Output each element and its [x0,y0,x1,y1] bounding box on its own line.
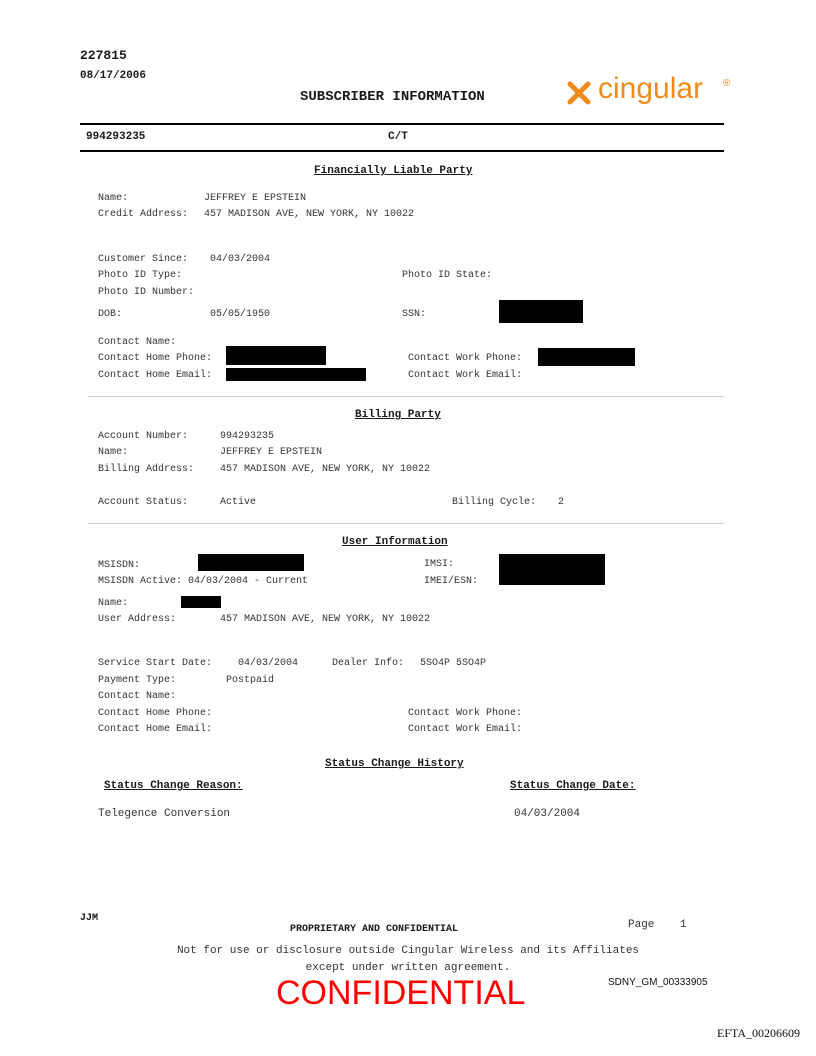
billing-name-label: Name: [98,447,129,458]
divider-billing [88,396,724,397]
footer-page-label: Page [628,919,655,931]
confidential-stamp: CONFIDENTIAL [276,974,526,1012]
user-payment-type-value: Postpaid [226,675,275,686]
header-rule-bottom [80,150,724,152]
user-address-value: 457 MADISON AVE, NEW YORK, NY 10022 [220,614,431,625]
user-address-label: User Address: [98,614,177,625]
fl-name-label: Name: [98,193,129,204]
account-bar-number: 994293235 [86,131,146,143]
bates-number: SDNY_GM_00333905 [608,977,708,988]
section-heading-billing: Billing Party [355,409,441,421]
fl-dob-label: DOB: [98,309,123,320]
status-row-reason: Telegence Conversion [98,808,231,820]
document-date: 08/17/2006 [80,70,147,82]
redaction-work-phone [538,348,635,366]
page-title: SUBSCRIBER INFORMATION [300,89,485,105]
user-payment-type-label: Payment Type: [98,675,177,686]
fl-credit-address-value: 457 MADISON AVE, NEW YORK, NY 10022 [204,209,415,220]
fl-photo-id-state-label: Photo ID State: [402,270,493,281]
fl-credit-address-label: Credit Address: [98,209,189,220]
efta-number: EFTA_00206609 [717,1026,801,1040]
user-contact-name-label: Contact Name: [98,691,177,702]
divider-user-info [88,523,724,524]
redaction-home-phone [226,346,326,365]
footer-page-number: 1 [680,919,687,931]
fl-contact-name-label: Contact Name: [98,337,177,348]
billing-address-label: Billing Address: [98,464,195,475]
user-service-start-label: Service Start Date: [98,658,213,669]
billing-account-number-label: Account Number: [98,431,189,442]
billing-name-value: JEFFREY E EPSTEIN [220,447,323,458]
user-service-start-value: 04/03/2004 [238,658,299,669]
user-msisdn-label: MSISDN: [98,560,141,571]
redaction-user-name [181,596,221,608]
billing-cycle-label: Billing Cycle: [452,497,537,508]
user-contact-work-phone-label: Contact Work Phone: [408,708,523,719]
billing-account-status-label: Account Status: [98,497,189,508]
billing-address-value: 457 MADISON AVE, NEW YORK, NY 10022 [220,464,431,475]
redaction-home-email [226,368,366,381]
user-dealer-info-label: Dealer Info: [332,658,405,669]
user-contact-work-email-label: Contact Work Email: [408,724,523,735]
account-bar-type: C/T [388,131,408,143]
billing-account-number-value: 994293235 [220,431,275,442]
user-contact-home-email-label: Contact Home Email: [98,724,213,735]
footer-disclaimer-line1: Not for use or disclosure outside Cingular Wireless and its Affiliates [176,945,640,957]
fl-ssn-label: SSN: [402,309,427,320]
user-msisdn-active: MSISDN Active: 04/03/2004 - Current [98,576,309,587]
redaction-msisdn [198,554,304,571]
user-imei-label: IMEI/ESN: [424,576,479,587]
logo-registered-mark: ® [723,78,731,89]
status-col-date: Status Change Date: [510,780,636,792]
fl-photo-id-number-label: Photo ID Number: [98,287,195,298]
section-heading-financially-liable: Financially Liable Party [314,165,473,177]
fl-contact-home-email-label: Contact Home Email: [98,370,213,381]
fl-contact-work-phone-label: Contact Work Phone: [408,353,523,364]
user-imsi-label: IMSI: [424,559,455,570]
redaction-ssn [499,300,583,323]
section-heading-user-info: User Information [342,536,448,548]
status-col-reason: Status Change Reason: [104,780,243,792]
fl-name-value: JEFFREY E EPSTEIN [204,193,307,204]
logo-text: cingular [598,72,704,105]
redaction-imsi-imei [499,554,605,585]
fl-photo-id-type-label: Photo ID Type: [98,270,183,281]
user-name-label: Name: [98,598,129,609]
footer-initials: JJM [80,913,99,924]
fl-customer-since-label: Customer Since: [98,254,189,265]
cingular-x-icon [566,80,592,106]
footer-proprietary: PROPRIETARY AND CONFIDENTIAL [290,924,459,935]
user-dealer-info-value: 5SO4P 5SO4P [420,658,487,669]
fl-contact-home-phone-label: Contact Home Phone: [98,353,213,364]
document-number: 227815 [80,48,127,63]
user-contact-home-phone-label: Contact Home Phone: [98,708,213,719]
status-row-date: 04/03/2004 [514,808,581,820]
section-heading-status-history: Status Change History [325,758,464,770]
fl-contact-work-email-label: Contact Work Email: [408,370,523,381]
billing-cycle-value: 2 [558,497,565,508]
fl-dob-value: 05/05/1950 [210,309,271,320]
header-rule-top [80,123,724,125]
fl-customer-since-value: 04/03/2004 [210,254,271,265]
footer-disclaimer-line2: except under written agreement. [305,962,511,974]
billing-account-status-value: Active [220,497,257,508]
